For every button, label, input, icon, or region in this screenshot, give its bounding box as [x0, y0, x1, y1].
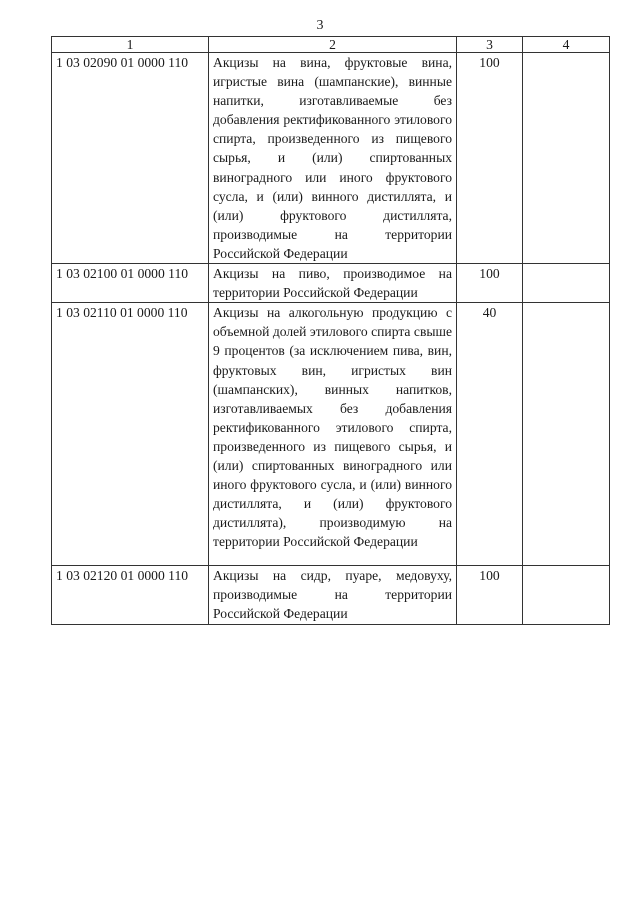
norm-percent-cell: 40 [457, 303, 523, 566]
col4-cell [523, 566, 610, 624]
income-description-cell: Акцизы на пиво, производимое на территории Российской Федерации [209, 264, 457, 303]
header-col-3: 3 [457, 37, 523, 53]
table-row [52, 303, 610, 566]
budget-code-cell: 1 03 02120 01 0000 110 [52, 566, 209, 624]
income-description-cell: Акцизы на алкогольную продукцию с объемной долей этилового спирта свыше 9 процентов (за исключением пива, вин, фруктовых вин, игристых вин (шампанских), винных напитков, изготавливаемых без добавления ректификованного этилового спирта, произведенного из пищевого сырья, и (или) спиртованных виноградного или иного фруктового сусла, и (или) винного дистиллята, и (или) фруктового дистиллята), производимую на территории Российской Федерации [209, 303, 457, 566]
budget-code-cell: 1 03 02110 01 0000 110 [52, 303, 209, 566]
header-col-2: 2 [209, 37, 457, 53]
norm-percent-cell: 100 [457, 53, 523, 264]
header-col-4: 4 [523, 37, 610, 53]
header-col-1: 1 [52, 37, 209, 53]
col4-cell [523, 53, 610, 264]
norm-percent-cell: 100 [457, 566, 523, 624]
budget-code-cell: 1 03 02100 01 0000 110 [52, 264, 209, 303]
income-description-cell: Акцизы на вина, фруктовые вина, игристые вина (шампанские), винные напитки, изготавливаемые без добавления ректификованного этилового спирта, произведенного из пищевого сырья, и (или) спиртованных виноградного или иного фруктового сусла, и (или) винного дистиллята, и (или) фруктового дистиллята, производимые на территории Российской Федерации [209, 53, 457, 264]
table-header-row [52, 37, 610, 53]
table-row [52, 53, 610, 264]
budget-code-cell: 1 03 02090 01 0000 110 [52, 53, 209, 264]
col4-cell [523, 303, 610, 566]
col4-cell [523, 264, 610, 303]
table-row [52, 264, 610, 303]
excise-distribution-table [51, 36, 610, 625]
page-number: 3 [316, 18, 324, 33]
table-row [52, 566, 610, 624]
norm-percent-cell: 100 [457, 264, 523, 303]
income-description-cell: Акцизы на сидр, пуаре, медовуху, производимые на территории Российской Федерации [209, 566, 457, 624]
